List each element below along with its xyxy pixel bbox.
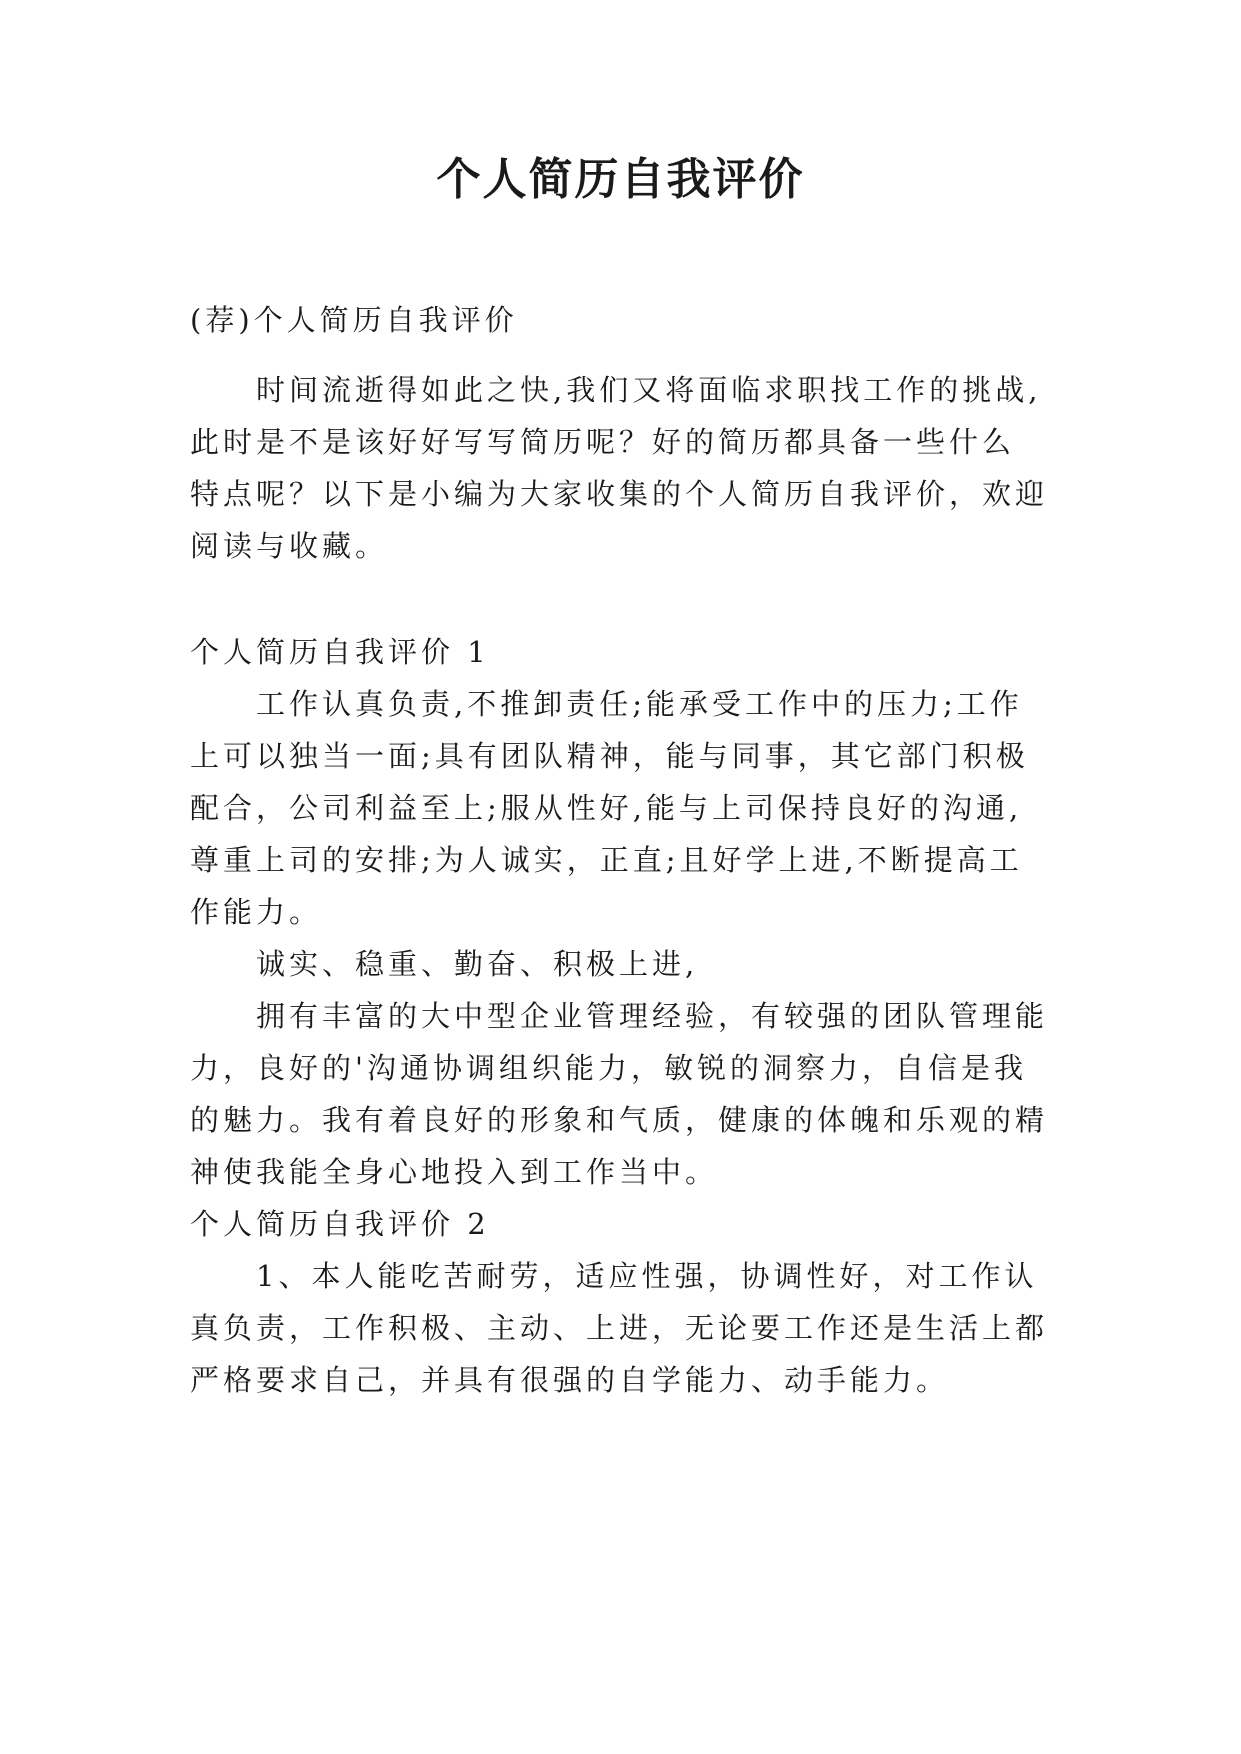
page-title: 个人简历自我评价 <box>436 154 805 205</box>
section-1-para-1-line-3: 配合，公司利益至上;服从性好,能与上司保持良好的沟通, <box>190 791 1023 825</box>
section-2-heading: 个人简历自我评价 2 <box>190 1207 490 1241</box>
section-1-para-3-line-2: 力，良好的'沟通协调组织能力，敏锐的洞察力，自信是我 <box>190 1051 1027 1085</box>
section-1-para-3-line-3: 的魅力。我有着良好的形象和气质，健康的体魄和乐观的精 <box>190 1103 1049 1137</box>
section-1-para-2: 诚实、稳重、勤奋、积极上进, <box>256 947 699 981</box>
document-subtitle: (荐)个人简历自我评价 <box>190 303 518 337</box>
intro-line-3: 特点呢？以下是小编为大家收集的个人简历自我评价，欢迎 <box>190 477 1049 511</box>
section-2-para-1-line-1: 1、本人能吃苦耐劳，适应性强，协调性好，对工作认 <box>256 1259 1038 1293</box>
section-1-para-1-line-4: 尊重上司的安排;为人诚实，正直;且好学上进,不断提高工 <box>190 843 1023 877</box>
section-1-heading: 个人简历自我评价 1 <box>190 635 490 669</box>
intro-line-2: 此时是不是该好好写写简历呢？好的简历都具备一些什么 <box>190 425 1016 459</box>
intro-line-4: 阅读与收藏。 <box>190 529 389 563</box>
section-2-para-1-line-3: 严格要求自己，并具有很强的自学能力、动手能力。 <box>190 1363 950 1397</box>
section-1-para-3-line-4: 神使我能全身心地投入到工作当中。 <box>190 1155 719 1189</box>
section-1-para-1-line-2: 上可以独当一面;具有团队精神，能与同事，其它部门积极 <box>190 739 1029 773</box>
section-1-para-1-line-1: 工作认真负责,不推卸责任;能承受工作中的压力;工作 <box>256 687 1023 721</box>
section-1-para-3-line-1: 拥有丰富的大中型企业管理经验，有较强的团队管理能 <box>256 999 1049 1033</box>
section-1-para-1-line-5: 作能力。 <box>190 895 323 929</box>
intro-line-1: 时间流逝得如此之快,我们又将面临求职找工作的挑战, <box>256 373 1042 407</box>
section-2-para-1-line-2: 真负责，工作积极、主动、上进，无论要工作还是生活上都 <box>190 1311 1049 1345</box>
